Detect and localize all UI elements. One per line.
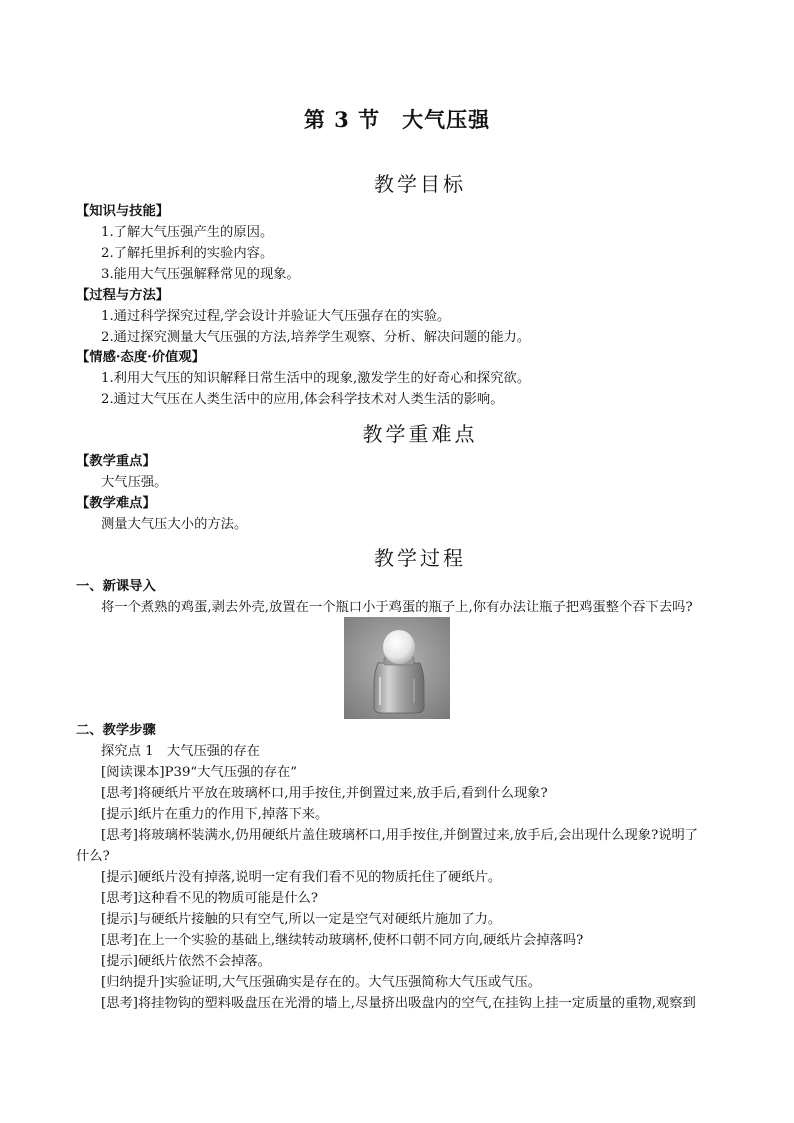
process-item-2: 2.通过探究测量大气压强的方法,培养学生观察、分析、解决问题的能力。 (101, 330, 531, 345)
step-line: [提示]硬纸片依然不会掉落。 (101, 954, 271, 969)
process-item-1: 1.通过科学探究过程,学会设计并验证大气压强存在的实验。 (101, 309, 451, 324)
key-points-heading: 教学重难点 (362, 422, 478, 446)
goals-heading: 教学目标 (374, 172, 466, 196)
process-method-label: 【过程与方法】 (76, 288, 170, 303)
page-title (0, 104, 794, 134)
emotion-label: 【情感·态度·价值观】 (76, 350, 205, 365)
intro-heading: 一、新课导入 (76, 579, 156, 594)
step-line: [思考]将玻璃杯装满水,仍用硬纸片盖住玻璃杯口,用手按住,并倒置过来,放手后,会出现什么现象?说明了 (101, 828, 699, 843)
difficulty-text: 测量大气压大小的方法。 (101, 517, 248, 532)
step-line-continuation: 什么? (76, 849, 110, 864)
step-line: [思考]将硬纸片平放在玻璃杯口,用手按住,并倒置过来,放手后,看到什么现象? (101, 786, 548, 801)
step-line: [提示]硬纸片没有掉落,说明一定有我们看不见的物质托住了硬纸片。 (101, 870, 502, 885)
title-section-number: 第 3 节 (303, 107, 381, 132)
knowledge-label: 【知识与技能】 (76, 204, 170, 219)
step-line: [阅读课本]P39“大气压强的存在” (101, 765, 298, 780)
focus-text: 大气压强。 (101, 475, 168, 490)
difficulty-label: 【教学难点】 (76, 496, 156, 511)
step-line: [思考]这种看不见的物质可能是什么? (101, 891, 318, 906)
title-topic: 大气压强 (402, 107, 491, 132)
egg-on-bottle-photo (344, 617, 450, 719)
knowledge-item-3: 3.能用大气压强解释常见的现象。 (101, 267, 300, 282)
knowledge-item-1: 1.了解大气压强产生的原因。 (101, 225, 274, 240)
egg-bottle-illustration (344, 617, 450, 719)
knowledge-item-2: 2.了解托里拆利的实验内容。 (101, 246, 274, 261)
explore-point-1: 探究点 1 大气压强的存在 (101, 744, 260, 759)
steps-heading: 二、教学步骤 (76, 723, 156, 738)
emotion-item-1: 1.利用大气压的知识解释日常生活中的现象,激发学生的好奇心和探究欲。 (101, 371, 531, 386)
emotion-item-2: 2.通过大气压在人类生活中的应用,体会科学技术对人类生活的影响。 (101, 392, 504, 407)
step-line: [思考]将挂物钩的塑料吸盘压在光滑的墙上,尽量挤出吸盘内的空气,在挂钩上挂一定质量的重物,观察到 (101, 996, 696, 1011)
step-line: [归纳提升]实验证明,大气压强确实是存在的。大气压强简称大气压或气压。 (101, 975, 542, 990)
focus-label: 【教学重点】 (76, 454, 156, 469)
process-heading: 教学过程 (374, 546, 466, 570)
step-line: [思考]在上一个实验的基础上,继续转动玻璃杯,使杯口朝不同方向,硬纸片会掉落吗? (101, 933, 584, 948)
step-line: [提示]与硬纸片接触的只有空气,所以一定是空气对硬纸片施加了力。 (101, 912, 502, 927)
step-line: [提示]纸片在重力的作用下,掉落下来。 (101, 807, 329, 822)
intro-text: 将一个煮熟的鸡蛋,剥去外壳,放置在一个瓶口小于鸡蛋的瓶子上,你有办法让瓶子把鸡蛋整个吞下去吗? (101, 600, 693, 615)
